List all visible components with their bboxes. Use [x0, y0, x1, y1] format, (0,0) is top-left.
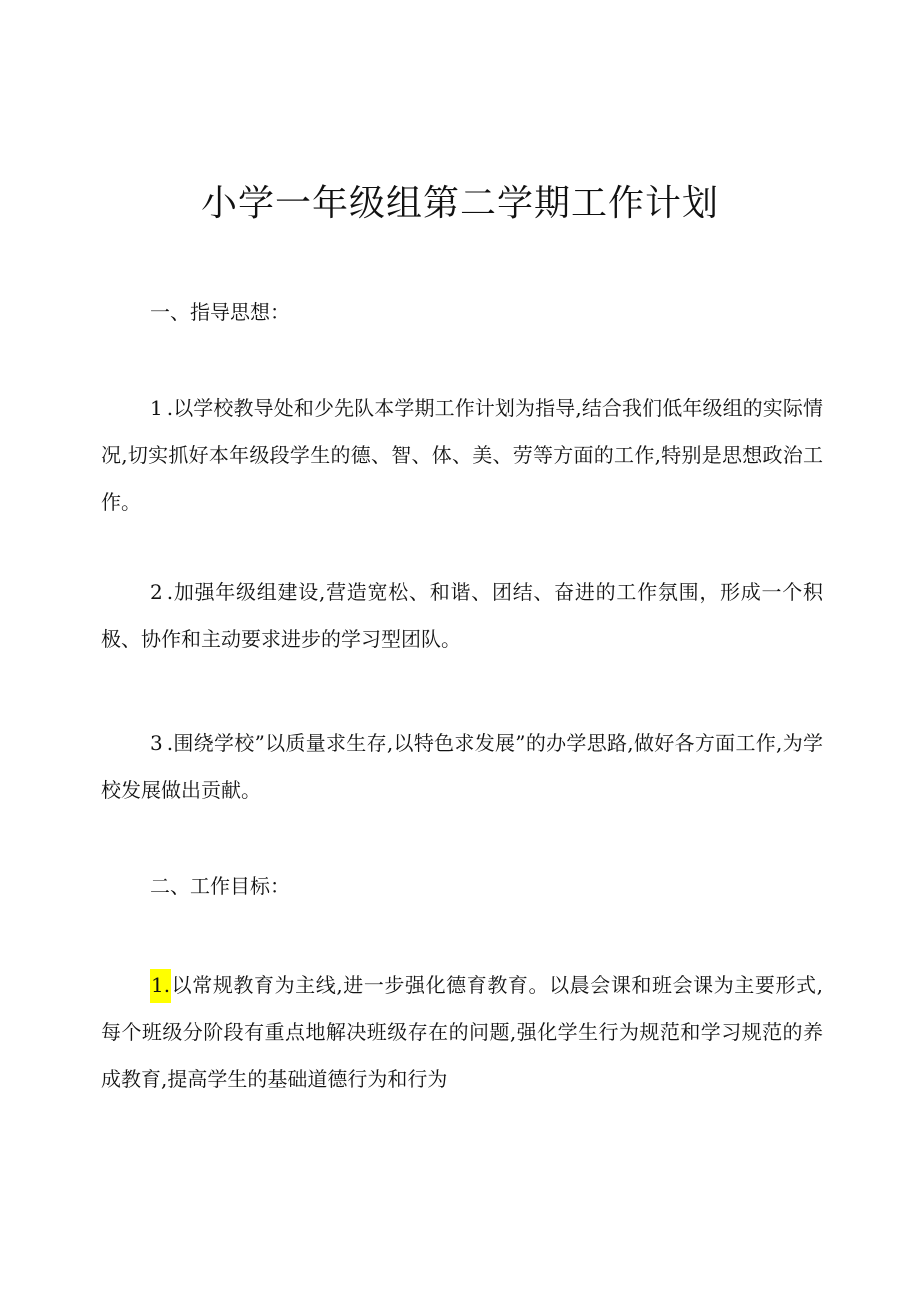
highlighted-item-number: 1.: [150, 969, 171, 1003]
document-title: 小学一年级组第二学期工作计划: [200, 183, 719, 224]
section-heading-guiding-ideology: 一、指导思想：: [150, 300, 290, 324]
item-text: .以学校教导处和少先队本学期工作计划为指导,结合我们低年级组的实际情况,切实抓好本年级段学生的德、智、体、美、劳等方面的工作,特别是思想政治工作。: [101, 396, 823, 514]
paragraph-item-1: [101, 385, 823, 526]
paragraph-goal-1: [101, 962, 823, 1103]
section-heading-work-goals: 二、工作目标：: [150, 874, 290, 898]
paragraph-item-3: [101, 720, 823, 814]
item-text: 以常规教育为主线,进一步强化德育教育。以晨会课和班会课为主要形式,每个班级分阶段有重点地解决班级存在的问题,强化学生行为规范和学习规范的养成教育,提高学生的基础道德行为和行为: [101, 973, 823, 1091]
item-number: 3: [150, 731, 163, 755]
paragraph-item-2: [101, 569, 823, 663]
item-text: .围绕学校”以质量求生存,以特色求发展”的办学思路,做好各方面工作,为学校发展做出贡献。: [101, 731, 823, 802]
item-number: 2: [150, 580, 163, 604]
item-number: 1: [150, 396, 163, 420]
item-text: .加强年级组建设,营造宽松、和谐、团结、奋进的工作氛围，形成一个积极、协作和主动要求进步的学习型团队。: [101, 580, 823, 651]
